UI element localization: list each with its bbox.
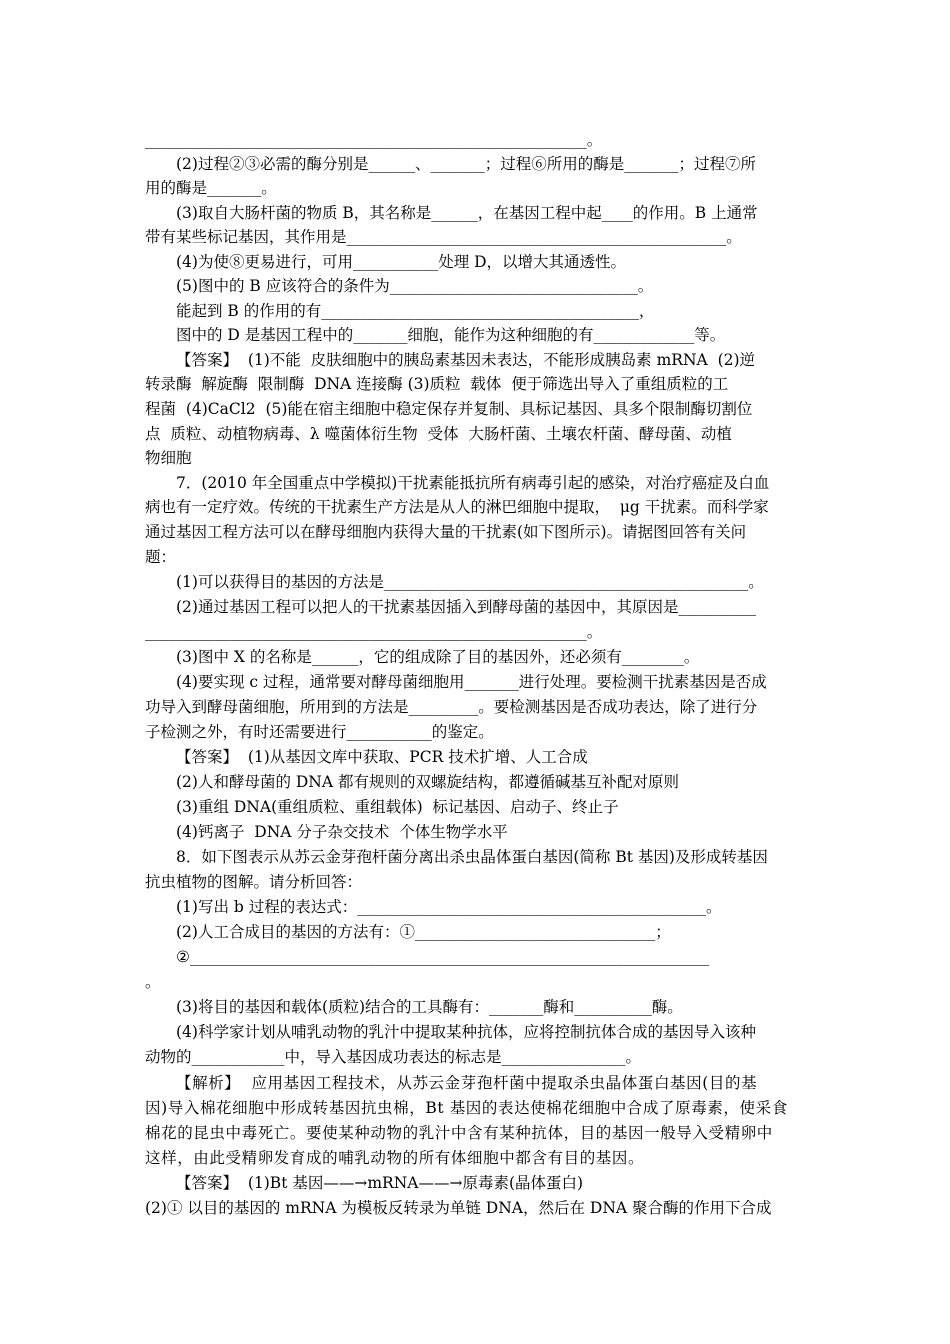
question-8: 8．如下图表示从苏云金芽孢杆菌分离出杀虫晶体蛋白基因(简称 Bt 基因)及形成转基因 <box>176 848 768 866</box>
text-line: 能起到 B 的作用的有_________________________________________， <box>176 302 655 320</box>
text-line: 病也有一定疗效。传统的干扰素生产方法是从人的淋巴细胞中提取， μg 干扰素。而科学家 <box>145 498 769 516</box>
text-line: (1)可以获得目的基因的方法是_______________________________________________。 <box>176 573 764 591</box>
text-line: 物细胞 <box>145 449 192 467</box>
text-line: 这样，由此受精卵发育成的哺乳动物的所有体细胞中都含有目的基因。 <box>145 1149 645 1167</box>
text-line: 动物的____________中，导入基因成功表达的标志是________________。 <box>145 1048 642 1066</box>
text-line: (3)将目的基因和载体(质粒)结合的工具酶有：_______酶和__________酶。 <box>176 998 683 1016</box>
text-line: 带有某些标记基因，其作用是_________________________________________________。 <box>145 228 742 246</box>
answer-label: 【答案】 (1)不能 皮肤细胞中的胰岛素基因未表达，不能形成胰岛素 mRNA (2)逆 <box>176 351 756 369</box>
text-line: 点 质粒、动植物病毒、λ 噬菌体衍生物 受体 大肠杆菌、土壤农杆菌、酵母菌、动植 <box>145 425 732 443</box>
question-7: 7．(2010 年全国重点中学模拟)干扰素能抵抗所有病毒引起的感染，对治疗癌症及白血 <box>176 474 770 492</box>
text-line: 用的酶是_______。 <box>145 179 277 197</box>
text-line: 抗虫植物的图解。请分析回答： <box>145 873 363 891</box>
text-line: (3)取自大肠杆菌的物质 B，其名称是______，在基因工程中起____的作用。B 上通常 <box>176 204 758 222</box>
text-line: 程菌 (4)CaCl2 (5)能在宿主细胞中稳定保存并复制、具标记基因、具多个限制酶切割位 <box>145 400 753 418</box>
text-line: (4)要实现 c 过程，通常要对酵母菌细胞用_______进行处理。要检测干扰素基因是否成 <box>176 673 767 691</box>
text-line: (3)图中 X 的名称是______，它的组成除了目的基因外，还必须有________。 <box>176 648 700 666</box>
text-line: (5)图中的 B 应该符合的条件为________________________________。 <box>176 277 654 295</box>
text-line: (1)写出 b 过程的表达式：_____________________________________________。 <box>176 898 722 916</box>
text-line: (2)① 以目的基因的 mRNA 为模板反转录为单链 DNA，然后在 DNA 聚合酶的作用下合成 <box>145 1199 772 1217</box>
answer-label: 【答案】 (1)从基因文库中获取、PCR 技术扩增、人工合成 <box>176 748 588 766</box>
text-line: (2)通过基因工程可以把人的干扰素基因插入到酵母菌的基因中，其原因是__________ <box>176 598 756 616</box>
text-line: 通过基因工程方法可以在酵母细胞内获得大量的干扰素(如下图所示)。请据图回答有关问 <box>145 523 747 541</box>
text-line: 子检测之外，有时还需要进行___________的鉴定。 <box>145 723 494 741</box>
text-line: _________________________________________________________。 <box>145 131 603 149</box>
text-line: 棉花的昆虫中毒死亡。要使某种动物的乳汁中含有某种抗体，目的基因一般导入受精卵中 <box>145 1124 773 1142</box>
analysis-label: 【解析】 应用基因工程技术，从苏云金芽孢杆菌中提取杀虫晶体蛋白基因(目的基 <box>176 1074 758 1092</box>
text-line: (2)人工合成目的基因的方法有：①_______________________________； <box>176 923 671 941</box>
text-line: (2)过程②③必需的酶分别是______、_______；过程⑥所用的酶是_______；过程⑦所 <box>176 155 756 173</box>
text-line: 。 <box>145 973 161 991</box>
text-line: 题： <box>145 548 177 566</box>
text-line: _________________________________________________________。 <box>145 623 603 641</box>
answer-label: 【答案】 (1)Bt 基因——→mRNA——→原毒素(晶体蛋白) <box>176 1174 584 1192</box>
text-line: (4)为使⑧更易进行，可用___________处理 D，以增大其通透性。 <box>176 253 627 271</box>
text-line: 因)导入棉花细胞中形成转基因抗虫棉，Bt 基因的表达使棉花细胞中合成了原毒素，使采食 <box>145 1099 788 1117</box>
text-line: 图中的 D 是基因工程中的_______细胞，能作为这种细胞的有_____________等。 <box>176 326 726 344</box>
text-line: 转录酶 解旋酶 限制酶 DNA 连接酶 (3)质粒 载体 便于筛选出导入了重组质粒的工 <box>145 375 729 393</box>
text-line: (4)钙离子 DNA 分子杂交技术 个体生物学水平 <box>176 823 508 841</box>
text-line: (3)重组 DNA(重组质粒、重组载体) 标记基因、启动子、终止子 <box>176 798 619 816</box>
text-line: (4)科学家计划从哺乳动物的乳汁中提取某种抗体，应将控制抗体合成的基因导入该种 <box>176 1023 756 1041</box>
text-line: 功导入到酵母菌细胞，所用到的方法是_________。要检测基因是否成功表达，除了进行分 <box>145 698 758 716</box>
text-line: ②___________________________________________________________________ <box>176 948 710 966</box>
text-line: (2)人和酵母菌的 DNA 都有规则的双螺旋结构，都遵循碱基互补配对原则 <box>176 773 679 791</box>
